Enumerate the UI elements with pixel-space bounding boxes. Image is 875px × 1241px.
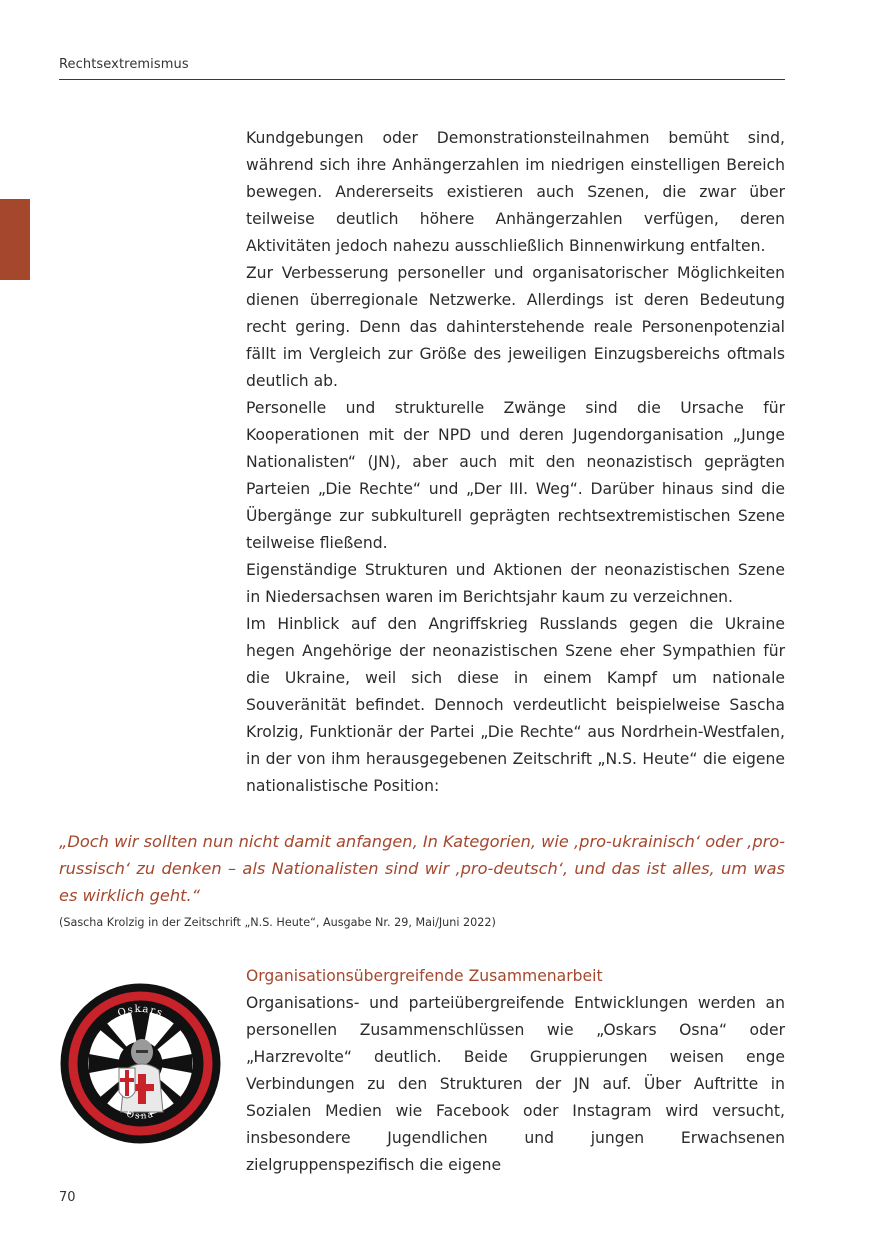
page-number: 70	[59, 1190, 76, 1205]
body-paragraph: Personelle und strukturelle Zwänge sind die Ursache für Kooperationen mit der NPD und deren Jugendorganisation „Junge Nationalisten“ (JN), aber auch mit den neonazistisch geprägten Parteien „Die Rechte“ und „Der III. Weg“. Darüber hinaus sind die Übergänge zur subkulturell geprägten rechtsextremistischen Szene teilweise fließend.	[246, 399, 785, 552]
section-collaboration	[246, 963, 785, 1179]
body-paragraph: Eigenständige Strukturen und Aktionen der neonazistischen Szene in Niedersachsen waren im Berichtsjahr kaum zu verzeichnen.	[246, 561, 785, 606]
body-paragraph: Im Hinblick auf den Angriffskrieg Russlands gegen die Ukraine hegen Angehörige der neonazistischen Szene eher Sympathien für die Ukraine, weil sich diese in einem Kampf um nationale Souveränität befindet. Dennoch verdeutlicht beispielweise Sascha Krolzig, Funktionär der Partei „Die Rechte“ aus Nordrhein-Westfalen, in der von ihm herausgegebenen Zeitschrift „N.S. Heute“ die eigene nationalistische Position:	[246, 615, 785, 795]
body-paragraph: Zur Verbesserung personeller und organisatorischer Möglichkeiten dienen überregionale Netzwerke. Allerdings ist deren Bedeutung recht gering. Denn das dahinterstehende reale Personenpotenzial fällt im Vergleich zur Größe des jeweiligen Einzugsbereichs oftmals deutlich ab.	[246, 264, 785, 390]
quote-source: (Sascha Krolzig in der Zeitschrift „N.S. Heute“, Ausgabe Nr. 29, Mai/Juni 2022)	[59, 916, 496, 929]
running-title: Rechtsextremismus	[59, 57, 189, 72]
pull-quote: „Doch wir sollten nun nicht damit anfangen, In Kategorien, wie ‚pro-ukrainisch‘ oder ‚pro-russisch‘ zu denken – als Nationalisten sind wir ‚pro-deutsch‘, und das ist alles, um was es wirklich geht.“	[59, 832, 785, 905]
chapter-marker-tab	[0, 199, 30, 280]
logo-top-text: Oskars	[116, 1003, 165, 1020]
body-paragraph: Kundgebungen oder Demonstrationsteilnahmen bemüht sind, während sich ihre Anhängerzahlen im niedrigen einstelligen Bereich bewegen. Andererseits existieren auch Szenen, die zwar über teilweise deutlich höhere Anhängerzahlen verfügen, deren Aktivitäten jedoch nahezu ausschließlich Binnenwirkung entfalten.	[246, 129, 785, 255]
oskars-osna-logo	[59, 982, 222, 1145]
section-paragraph: Organisations- und parteiübergreifende Entwicklungen werden an personellen Zusammenschlüssen wie „Oskars Osna“ oder „Harzrevolte“ deutlich. Beide Gruppierungen weisen enge Verbindungen zu den Strukturen der JN auf. Über Auftritte in Sozialen Medien wie Facebook oder Instagram wird versucht, insbesondere Jugendlichen und jungen Erwachsenen zielgruppenspezifisch die eigene	[246, 994, 785, 1174]
logo-bottom-text: Osna	[125, 1109, 156, 1122]
body-text-column	[246, 125, 785, 800]
header-rule	[59, 79, 785, 80]
section-heading: Organisationsübergreifende Zusammenarbeit	[246, 967, 603, 985]
